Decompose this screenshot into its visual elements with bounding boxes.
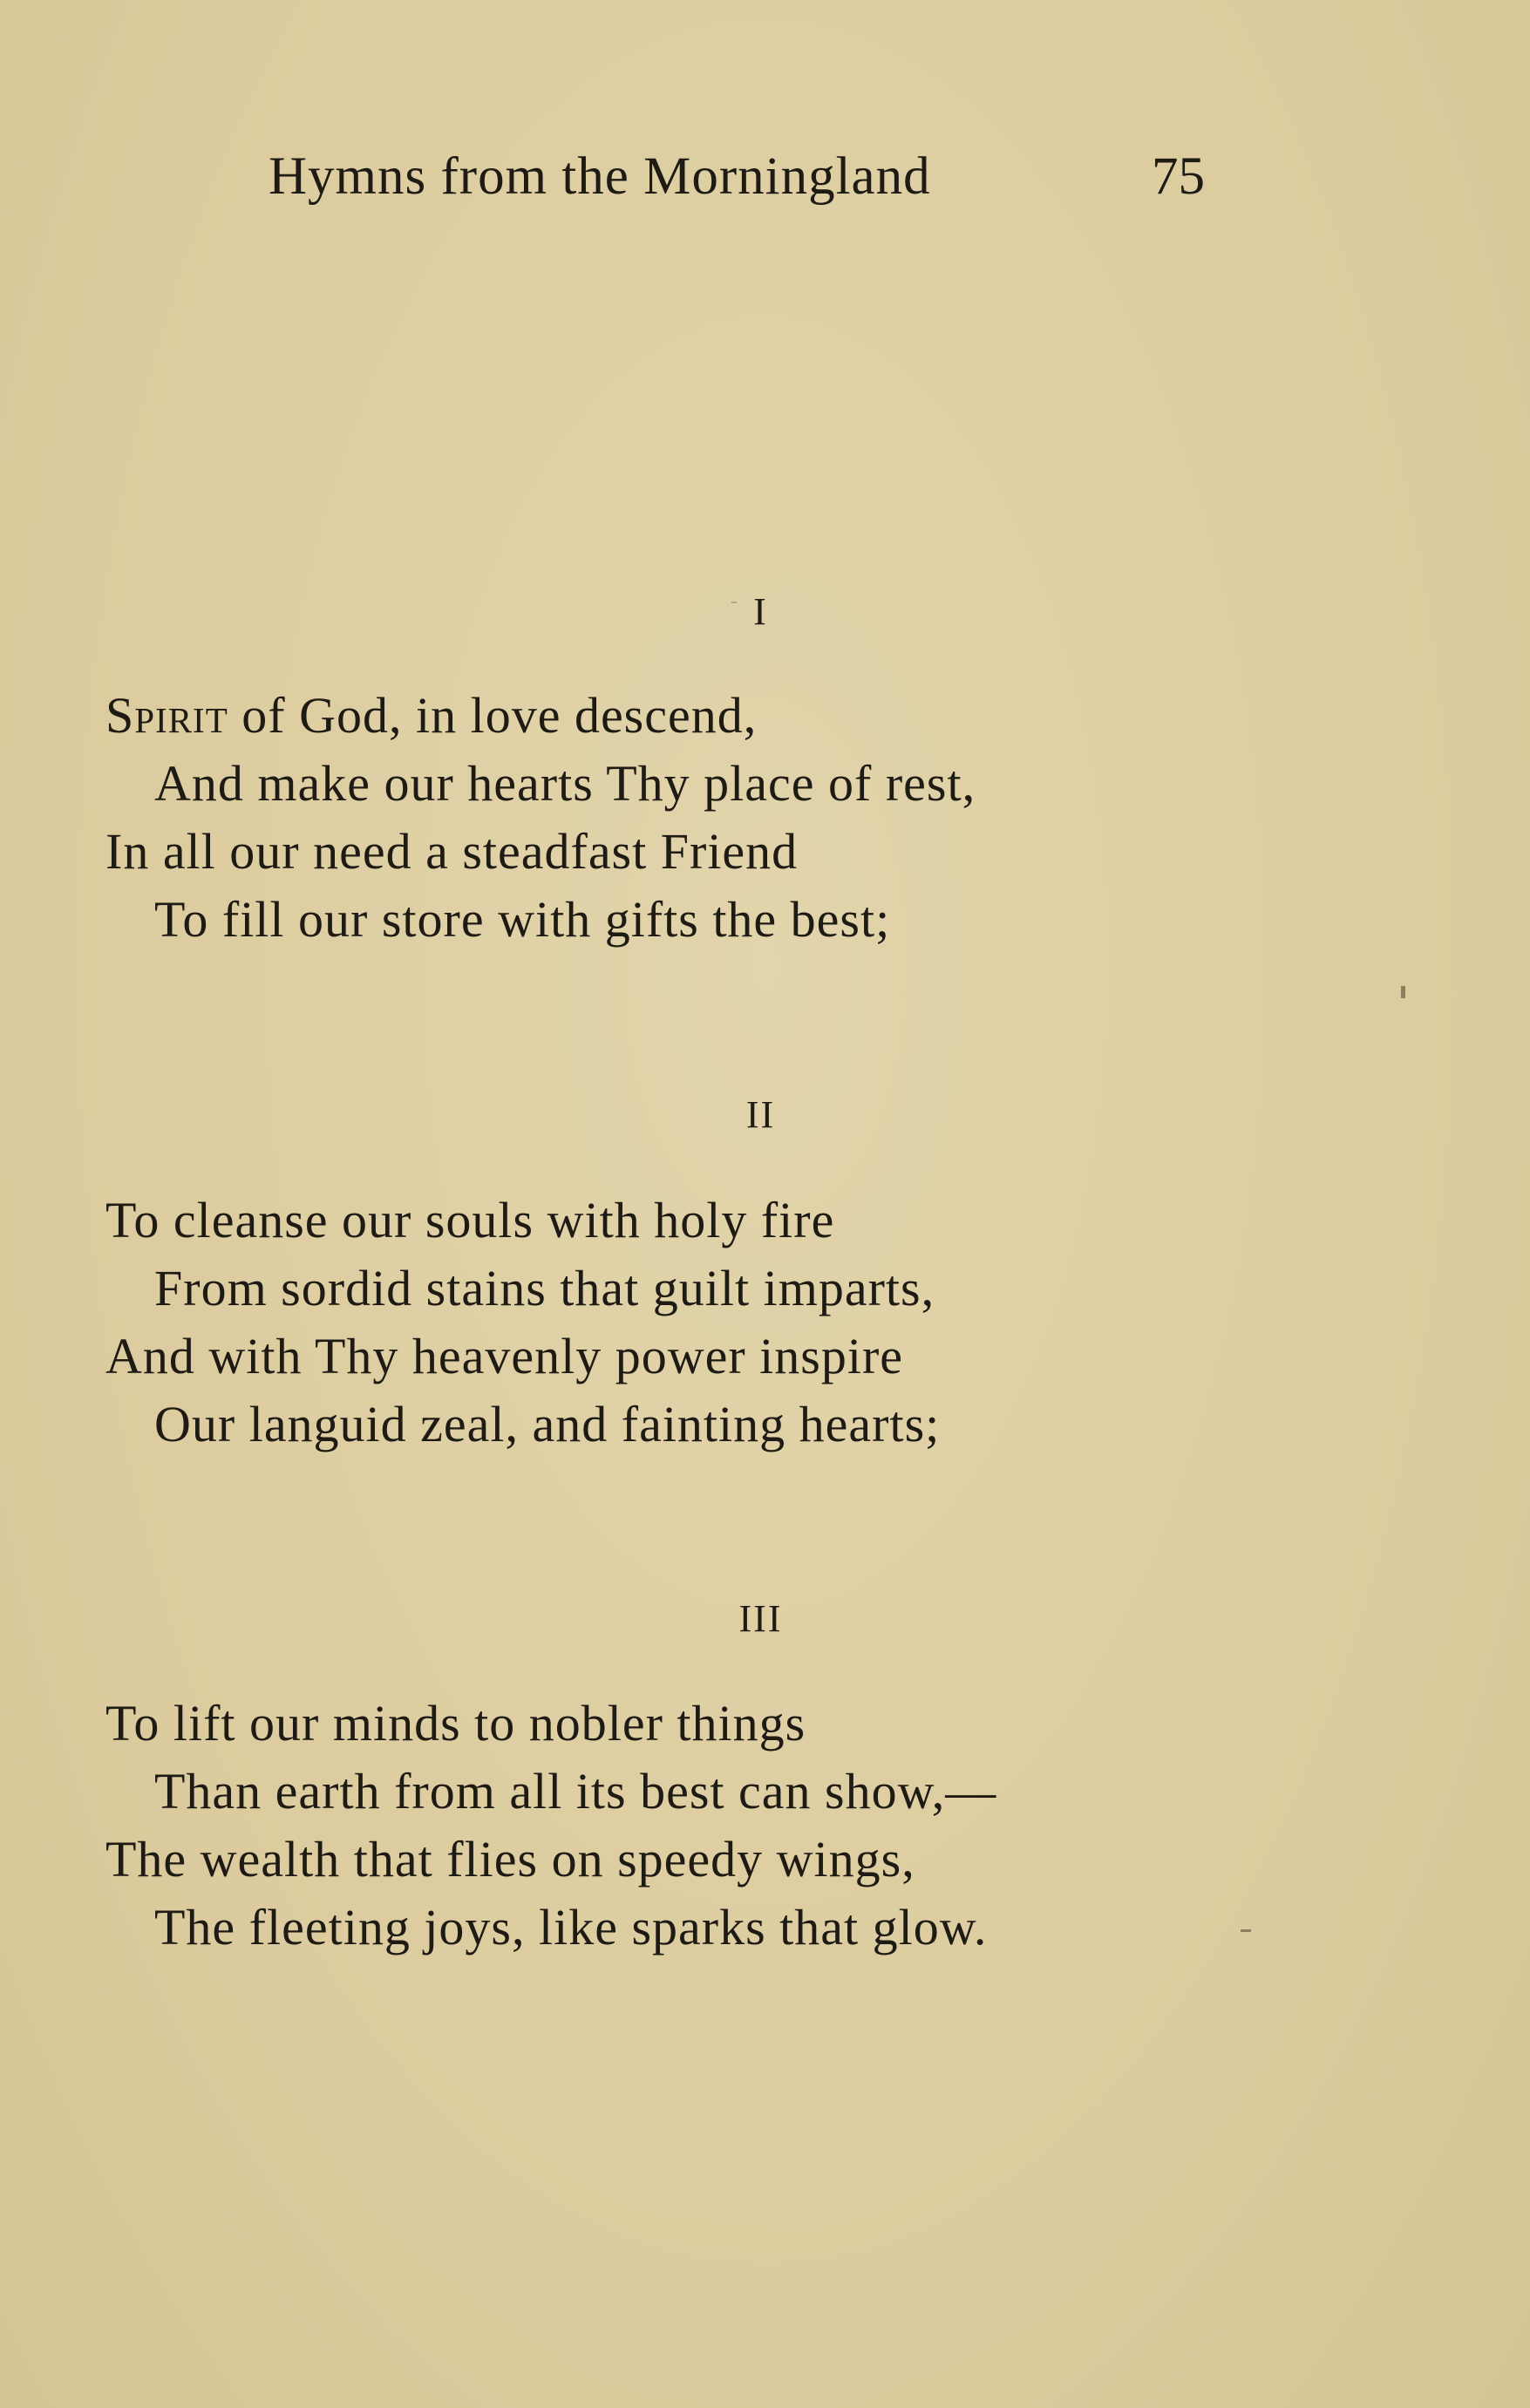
verse-line: To fill our store with gifts the best; [154,891,891,948]
verse-initial-word: Spirit [105,687,228,744]
verse-line: And make our hearts Thy place of rest, [154,755,976,812]
verse-line: The wealth that flies on speedy wings, [105,1831,915,1888]
stanza-2 [105,1187,1370,1459]
verse-line: The fleeting joys, like sparks that glow. [154,1899,988,1956]
verse-line [105,682,1370,750]
paper-speck [1401,986,1405,998]
stanza-1 [105,682,1370,954]
verse-line: Our languid zeal, and fainting hearts; [154,1396,941,1452]
stanza-numeral-2: II [745,1093,776,1136]
verse-line-text: of God, in love descend, [228,687,758,744]
stanza-numeral-1: I [753,590,768,633]
paper-speck [731,602,737,603]
running-title: Hymns from the Morningland [269,147,931,206]
paper-speck [1241,1929,1251,1932]
verse-line: To lift our minds to nobler things [105,1695,806,1752]
verse-line: Than earth from all its best can show,— [154,1763,997,1820]
stanza-3 [105,1690,1370,1962]
verse-line: And with Thy heavenly power inspire [105,1328,904,1384]
running-head [269,146,1205,225]
verse-line: In all our need a steadfast Friend [105,823,799,880]
verse-line: To cleanse our souls with holy fire [105,1192,835,1248]
stanza-numeral-3: III [738,1597,783,1640]
page-number: 75 [1152,147,1205,206]
verse-line: From sordid stains that guilt imparts, [154,1260,935,1316]
